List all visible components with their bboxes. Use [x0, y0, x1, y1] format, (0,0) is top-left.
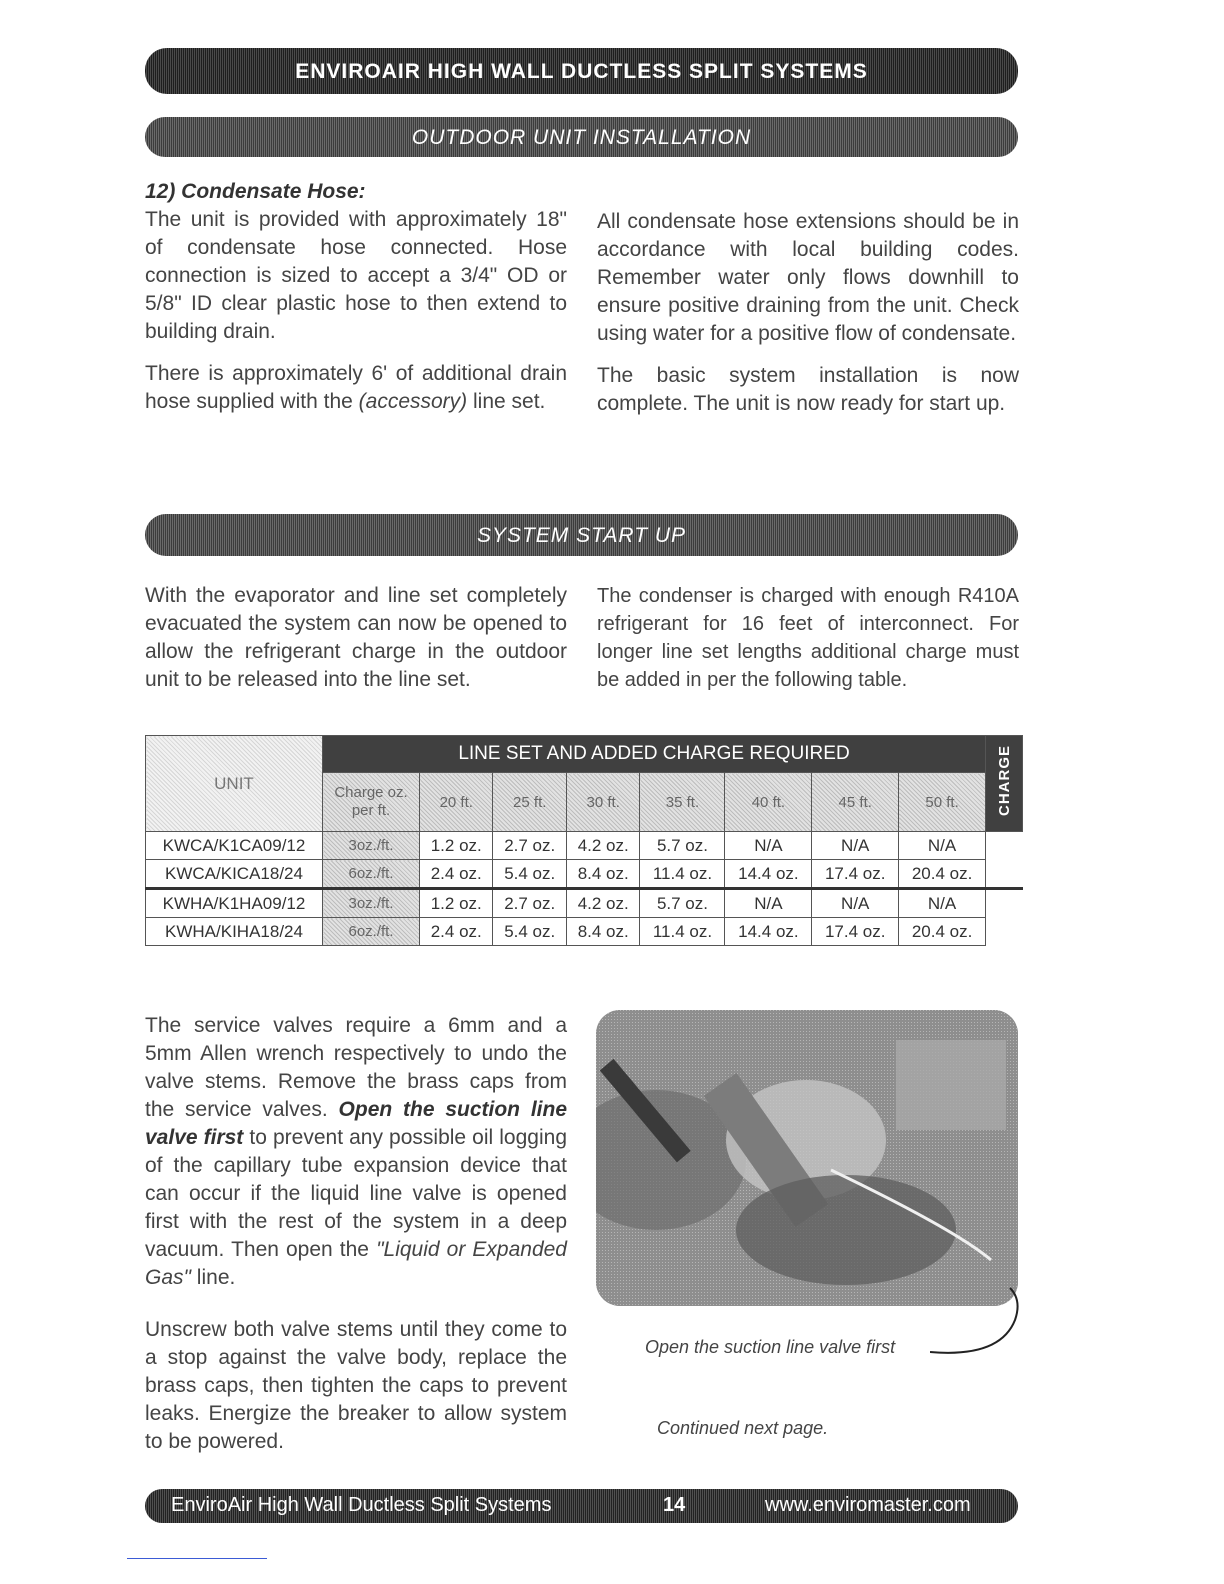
condensate-paragraph-4: The basic system installation is now complete. The unit is now ready for start up. — [597, 364, 1019, 415]
added-charge-cell: 17.4 oz. — [812, 860, 899, 889]
valves-paragraph-1: The service valves require a 6mm and a 5mm Allen wrench respectively to undo the valve stems. Remove the brass caps from the service valves. Open the suction line valve first to prevent any possible oil logging of the capillary tube expansion device that can occur if the liquid line valve is opened first with the rest of the system in a deep vacuum. Then open the "Liquid or Expanded Gas" line. — [145, 1014, 567, 1289]
section-title-outdoor: OUTDOOR UNIT INSTALLATION — [411, 126, 752, 149]
added-charge-cell: 1.2 oz. — [420, 889, 493, 918]
valves-paragraph-2: Unscrew both valve stems until they come to a stop against the valve body, replace the brass caps, then tighten the caps to prevent leaks. Energize the breaker to allow system to be powered. — [145, 1318, 567, 1453]
length-column-header: 20 ft. — [420, 773, 493, 832]
added-charge-cell: 2.7 oz. — [493, 889, 566, 918]
table-row — [146, 860, 1023, 889]
table-title: LINE SET AND ADDED CHARGE REQUIRED — [323, 736, 986, 773]
startup-paragraph-2: The condenser is charged with enough R410A refrigerant for 16 feet of interconnect. For longer line set lengths additional charge must be added in per the following table. — [597, 585, 1019, 691]
unit-model-cell: KWCA/K1CA09/12 — [146, 832, 323, 860]
valve-photo — [596, 1010, 1018, 1306]
unit-model-cell: KWHA/KIHA18/24 — [146, 918, 323, 946]
footer-url[interactable]: www.enviromaster.com — [765, 1494, 971, 1516]
added-charge-cell: 1.2 oz. — [420, 832, 493, 860]
charge-rate-cell: 6oz./ft. — [323, 918, 420, 946]
section-banner-outdoor — [145, 117, 1018, 157]
added-charge-cell: 5.4 oz. — [493, 918, 566, 946]
added-charge-cell: 11.4 oz. — [640, 918, 725, 946]
added-charge-cell: 2.4 oz. — [420, 860, 493, 889]
condensate-right-column — [597, 208, 1019, 432]
added-charge-cell: N/A — [725, 832, 812, 860]
page-footer — [145, 1489, 1018, 1523]
charge-rate-cell: 6oz./ft. — [323, 860, 420, 889]
added-charge-cell: 2.7 oz. — [493, 832, 566, 860]
added-charge-cell: N/A — [812, 889, 899, 918]
added-charge-cell: 20.4 oz. — [899, 860, 986, 889]
condensate-left-column — [145, 178, 567, 430]
condensate-heading: 12) Condensate Hose: — [145, 180, 366, 203]
added-charge-cell: 5.4 oz. — [493, 860, 566, 889]
added-charge-cell: 14.4 oz. — [725, 918, 812, 946]
length-column-header: 40 ft. — [725, 773, 812, 832]
added-charge-cell: 17.4 oz. — [812, 918, 899, 946]
length-column-header: 35 ft. — [640, 773, 725, 832]
unit-model-cell: KWHA/K1HA09/12 — [146, 889, 323, 918]
added-charge-cell: 4.2 oz. — [566, 832, 639, 860]
footer-title: EnviroAir High Wall Ductless Split Systems — [171, 1494, 552, 1516]
added-charge-cell: 20.4 oz. — [899, 918, 986, 946]
length-column-header: 25 ft. — [493, 773, 566, 832]
added-charge-cell: N/A — [812, 832, 899, 860]
added-charge-cell: N/A — [899, 889, 986, 918]
section-banner-startup — [145, 514, 1018, 556]
valves-column — [145, 1012, 567, 1470]
added-charge-cell: N/A — [899, 832, 986, 860]
length-column-header: 45 ft. — [812, 773, 899, 832]
length-column-header: 30 ft. — [566, 773, 639, 832]
charge-table — [145, 735, 1023, 946]
added-charge-cell: 11.4 oz. — [640, 860, 725, 889]
condensate-paragraph-1: The unit is provided with approximately 18" of condensate hose connected. Hose connection is sized to accept a 3/4" OD or 5/8" ID clear plastic hose to then extend to building drain. — [145, 208, 567, 343]
startup-paragraph-1: With the evaporator and line set completely evacuated the system can now be opened to allow the refrigerant charge in the outdoor unit to be released into the line set. — [145, 584, 567, 691]
added-charge-cell: 5.7 oz. — [640, 889, 725, 918]
charge-rate-cell: 3oz./ft. — [323, 889, 420, 918]
table-row — [146, 918, 1023, 946]
charge-side-label: CHARGE — [995, 745, 1013, 817]
charge-rate-cell: 3oz./ft. — [323, 832, 420, 860]
table-row — [146, 889, 1023, 918]
added-charge-cell: N/A — [725, 889, 812, 918]
caption-pointer-line — [930, 1280, 1030, 1360]
photo-caption: Open the suction line valve first — [645, 1337, 896, 1357]
charge-column-header: Charge oz. per ft. — [323, 773, 420, 832]
added-charge-cell: 14.4 oz. — [725, 860, 812, 889]
unit-model-cell: KWCA/KICA18/24 — [146, 860, 323, 889]
page-number: 14 — [663, 1494, 686, 1516]
continued-note: Continued next page. — [657, 1418, 829, 1438]
document-title: ENVIROAIR HIGH WALL DUCTLESS SPLIT SYSTEMS — [295, 60, 868, 83]
condensate-paragraph-2: There is approximately 6' of additional drain hose supplied with the (accessory) line set. — [145, 362, 567, 413]
bottom-rule — [127, 1558, 267, 1559]
added-charge-cell: 2.4 oz. — [420, 918, 493, 946]
added-charge-cell: 4.2 oz. — [566, 889, 639, 918]
length-column-header: 50 ft. — [899, 773, 986, 832]
added-charge-cell: 8.4 oz. — [566, 860, 639, 889]
added-charge-cell: 5.7 oz. — [640, 832, 725, 860]
section-title-startup: SYSTEM START UP — [476, 524, 687, 547]
document-title-banner — [145, 48, 1018, 94]
charge-side-label-cell — [986, 736, 1023, 832]
added-charge-cell: 8.4 oz. — [566, 918, 639, 946]
table-row — [146, 832, 1023, 860]
valves-emphasis: Open the suction line valve first — [145, 1098, 567, 1149]
condensate-paragraph-3: All condensate hose extensions should be in accordance with local building codes. Remember water only flows downhill to ensure positive draining from the unit. Check using water for a positive flow of condensate. — [597, 210, 1019, 345]
unit-column-header: UNIT — [146, 736, 323, 832]
